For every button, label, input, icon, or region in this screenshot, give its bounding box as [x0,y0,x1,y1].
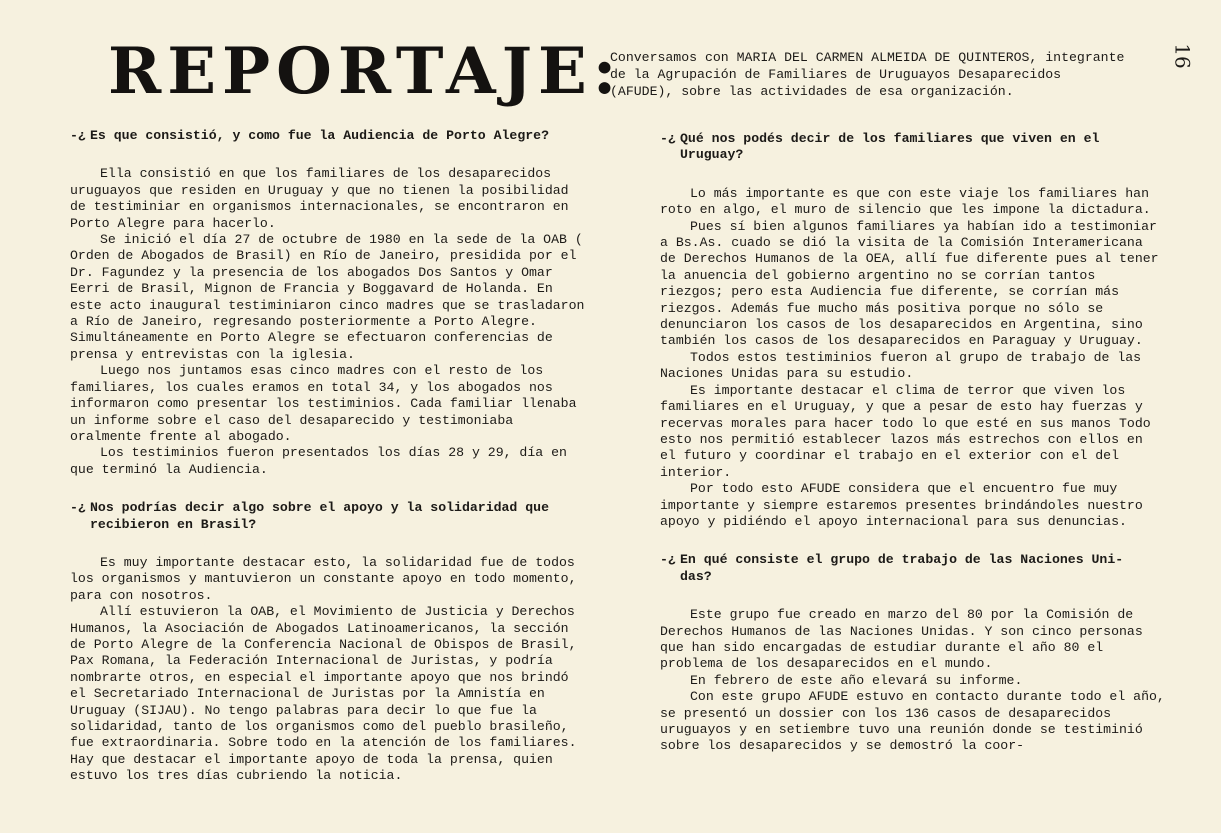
answer-paragraph: Este grupo fue creado en marzo del 80 por la Comisión de Derechos Humanos de las Naciones Unidas. Y son cinco personas que han sido encargadas de estudiar durante el año 80 el problema de los desaparecidos en el mundo. [660,607,1143,672]
question-text: Es que consistió, y como fue la Audiencia de Porto Alegre? [90,128,549,143]
answer-paragraph: Pues sí bien algunos familiares ya habían ido a testimoniar a Bs.As. cuado se dió la visita de la Comisión Interamericana de Derechos Humanos de la OEA, allí fue diferente pues al tener la anuencia del gobierno argentino no se corrían tantos riezgos; pero esta Audiencia fue diferente, se corrían más riezgos. Además fue mucho más positiva porque no sólo se denunciaron los casos de los desaparecidos en Argentina, sino también los casos de los desaparecidos en Paraguay y Uruguay. [660,218,1159,349]
question-text-continued: das? [680,568,712,584]
question-naciones-unidas [660,552,1165,585]
right-column [660,131,1165,755]
intro-paragraph: Conversamos con MARIA DEL CARMEN ALMEIDA DE QUINTEROS, integrante de la Agrupación de Familiares de Uruguayos Desaparecidos (AFUDE), sobre las actividades de esa organización. [610,50,1125,99]
left-column [70,128,590,785]
question-mark: -¿ [70,500,86,516]
question-text-continued: Uruguay? [680,147,744,163]
question-mark: -¿ [70,128,86,143]
answer-paragraph: Se inició el día 27 de octubre de 1980 en la sede de la OAB ( Orden de Abogados de Brasil) en Río de Janeiro, presidida por el Dr. Fagundez y la presencia de los abogados Dos Santos y Omar Eerri de Brasil, Mignon de Francia y Boggavard de Holanda. En este acto inaugural testiminiaron cinco madres que se trasladaron a Río de Janeiro, regresando posteriormente a Porto Alegre. Simultáneamente en Porto Alegre se efectuaron conferencias de prensa y entrevistas con la iglesia. [70,232,585,362]
answer-paragraph: Ella consistió en que los familiares de los desaparecidos uruguayos que residen en Uruguay y que no tienen la posibilidad de testiminiar en organismos internacionales, se encontraron en Porto Alegre para hacerlo. [70,166,569,231]
question-audiencia [70,128,590,144]
page-number: 16 [1170,43,1195,69]
answer-paragraph: Allí estuvieron la OAB, el Movimiento de Justicia y Derechos Humanos, la Asociación de Abogados Latinoamericanos, la sección de Porto Alegre de la Conferencia Nacional de Obispos de Brasil, Pax Romana, la Federación Internacional de Juristas, y podría nombrarte otros, en especial el importante apoyo que nos brindó el Secretariado Internacional de Juristas por la Amnistía en Uruguay (SIJAU). No tengo palabras para decir lo que fue la solidaridad, tanto de los organismos como del pueblo brasileño, fue extraordinaria. Sobre todo en la atención de los familiares. Hay que destacar el importante apoyo de toda la prensa, quien estuvo los tres días cubriendo la noticia. [70,604,577,784]
answer-paragraph: Lo más importante es que con este viaje los familiares han roto en algo, el muro de silencio que les impone la dictadura. [660,185,1151,218]
question-mark: -¿ [660,552,676,568]
answer-paragraph: Con este grupo AFUDE estuvo en contacto durante todo el año, se presentó un dossier con los 136 casos de desaparecidos uruguayos y en setiembre tuvo una reunión donde se testiminió sobre los desaparecidos y se demostró la coor- [660,689,1165,754]
answer-paragraph: Es importante destacar el clima de terror que viven los familiares en el Uruguay, y que a pesar de esto hay fuerzas y recervas morales para hacer todo lo que esté en sus manos Todo esto nos permitió establecer lazos más estrechos con ellos en el futuro y coordinar el trabajo en el exterior con el del interior. [660,382,1151,480]
page-title: REPORTAJE: [108,34,623,109]
answer-paragraph: Por todo esto AFUDE considera que el encuentro fue muy importante y siempre estaremos presentes brindándoles nuestro apoyo y pidiéndo el apoyo internacional para sus denuncias. [660,481,1143,529]
question-text: Nos podrías decir algo sobre el apoyo y la solidaridad que [90,500,549,516]
question-text: Qué nos podés decir de los familiares que viven en el [680,131,1100,146]
answer-paragraph: Todos estos testiminios fueron al grupo de trabajo de las Naciones Unidas para su estudio. [660,349,1142,382]
answer-paragraph: Luego nos juntamos esas cinco madres con el resto de los familiares, los cuales eramos en total 34, y los abogados nos informaron como presentar los testiminios. Cada familiar llenaba un informe sobre el caso del desaparecido y testimoniaba oralmente frente al abogado. [70,363,577,444]
answer-paragraph: Los testiminios fueron presentados los días 28 y 29, día en que terminó la Audiencia. [70,445,567,477]
question-familiares [660,131,1165,164]
question-mark: -¿ [660,131,676,146]
question-text: En qué consiste el grupo de trabajo de las Naciones Uni- [680,552,1124,568]
question-apoyo [70,500,590,533]
answer-paragraph: En febrero de este año elevará su informe. [690,672,1023,688]
question-text-continued: recibieron en Brasil? [90,516,257,532]
answer-paragraph: Es muy importante destacar esto, la solidaridad fue de todos los organismos y mantuvieron un constante apoyo en todo momento, para con nosotros. [70,554,577,603]
